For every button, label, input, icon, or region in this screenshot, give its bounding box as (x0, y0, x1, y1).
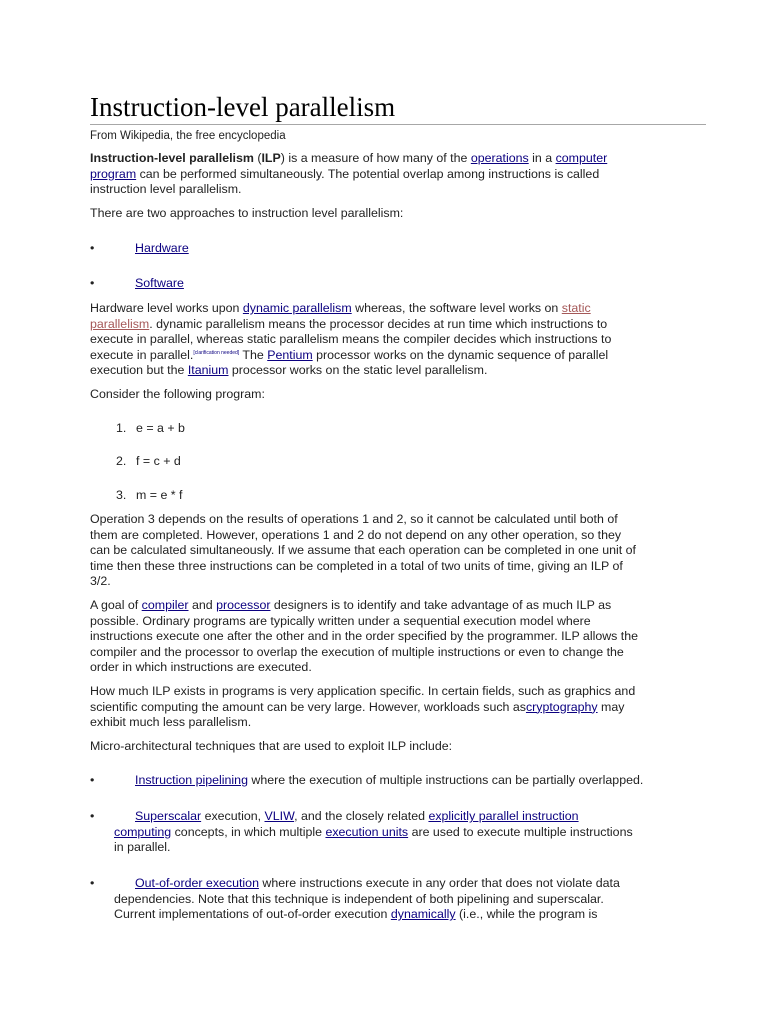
paragraph-line: can be calculated simultaneously. If we assume that each operation can be completed in one unit of (90, 543, 636, 558)
link-epic[interactable]: explicitly parallel instruction (428, 809, 579, 823)
link-execution-units[interactable]: execution units (325, 824, 409, 839)
link-pentium[interactable]: Pentium (267, 347, 313, 362)
link-out-of-order-execution[interactable]: Out-of-order execution (135, 876, 259, 890)
micro-text: Micro-architectural techniques that are used to exploit ILP include: (90, 739, 453, 753)
consider-text: Consider the following program: (90, 387, 265, 401)
tech-text: dependencies. Note that this technique is independent of both pipelining and superscalar. (114, 891, 604, 906)
tech-text: where the execution of multiple instructions can be partially overlapped. (247, 773, 644, 787)
paragraph-line: compiler and the processor to overlap the execution of multiple instructions or even to change the (90, 644, 624, 659)
intro-term: Instruction-level parallelism (90, 151, 254, 165)
clarification-needed-note[interactable]: [clarification needed] (193, 349, 240, 356)
link-dynamically[interactable]: dynamically (390, 907, 456, 922)
line-number: 3. (116, 488, 127, 502)
link-software[interactable]: Software (135, 276, 184, 290)
tech-text: where instructions execute in any order that does not violate data (258, 876, 620, 890)
bullet: • (90, 276, 95, 290)
goal-text: designers is to identify and take advantage of as much ILP as (270, 598, 612, 612)
paragraph-line: possible. Ordinary programs are typically written under a sequential execution model where (90, 613, 591, 628)
hw-text: The (239, 347, 268, 362)
paragraph-line: Operation 3 depends on the results of operations 1 and 2, so it cannot be calculated until both of (90, 512, 618, 526)
hw-text: Hardware level works upon (90, 301, 243, 315)
intro-text: instruction level parallelism. (90, 182, 242, 197)
link-computer-program[interactable]: computer (555, 151, 608, 165)
link-cryptography[interactable]: cryptography (525, 699, 598, 714)
code-text: e = a + b (136, 421, 185, 435)
paragraph-line: time then these three instructions can be completed in a total of two units of time, giving an ILP of (90, 558, 623, 573)
hw-text: execution but the (90, 363, 188, 378)
tech-text: in parallel. (114, 840, 171, 855)
paragraph-line: exhibit much less parallelism. (90, 715, 252, 730)
tech-text: , and the closely related (294, 809, 429, 823)
paragraph-line: instructions execute one after the other and in the order specified by the programmer. ILP allows the (90, 629, 639, 644)
intro-abbr: ILP (261, 151, 281, 165)
link-vliw[interactable]: VLIW (264, 809, 295, 823)
tech-text: execution, (201, 809, 265, 823)
list-item-text (114, 876, 680, 923)
article-subtitle: From Wikipedia, the free encyclopedia (90, 130, 286, 142)
hw-text: . dynamic parallelism means the processor decides at run time which instructions to (149, 316, 608, 331)
list-item-text (135, 773, 695, 789)
link-compiler[interactable]: compiler (141, 598, 189, 612)
link-dynamic-parallelism[interactable]: dynamic parallelism (242, 301, 352, 315)
paragraph-line: order in which instructions are executed. (90, 660, 312, 675)
link-processor[interactable]: processor (216, 598, 271, 612)
link-static-parallelism[interactable]: parallelism (90, 316, 150, 331)
link-epic[interactable]: computing (114, 824, 172, 839)
tech-text: are used to execute multiple instructions (408, 824, 633, 839)
bullet: • (90, 773, 95, 787)
paragraph-line: 3/2. (90, 574, 111, 589)
link-instruction-pipelining[interactable]: Instruction pipelining (135, 773, 248, 787)
howmuch-paragraph (90, 684, 680, 731)
operation-paragraph (90, 512, 680, 590)
tech-text: Current implementations of out-of-order execution (114, 907, 391, 922)
tech-text: (i.e., while the program is (455, 907, 598, 922)
hw-text: processor works on the static level parallelism. (228, 363, 488, 378)
link-itanium[interactable]: Itanium (187, 363, 229, 378)
hardware-paragraph (90, 301, 680, 379)
link-computer-program[interactable]: program (90, 166, 137, 181)
bullet: • (90, 876, 95, 890)
intro-text: can be performed simultaneously. The potential overlap among instructions is called (136, 166, 600, 181)
page-title: Instruction-level parallelism (90, 90, 706, 125)
bullet: • (90, 809, 95, 823)
line-number: 2. (116, 454, 127, 468)
hw-text: processor works on the dynamic sequence of parallel (312, 347, 609, 362)
approaches-text: There are two approaches to instruction level parallelism: (90, 206, 404, 220)
hw-text: execute in parallel. (90, 347, 194, 362)
link-static-parallelism[interactable]: static (561, 301, 591, 315)
tech-text: concepts, in which multiple (171, 824, 326, 839)
paragraph-line: How much ILP exists in programs is very application specific. In certain fields, such as graphics and (90, 684, 636, 698)
bullet: • (90, 241, 95, 255)
line-number: 1. (116, 421, 127, 435)
link-superscalar[interactable]: Superscalar (135, 809, 202, 823)
paragraph-line: scientific computing the amount can be very large. However, workloads such as (90, 699, 526, 714)
link-hardware[interactable]: Hardware (135, 241, 189, 255)
code-text: f = c + d (136, 454, 181, 468)
hw-text: execute in parallel, whereas static parallelism means the compiler decides which instructions to (90, 332, 612, 347)
goal-paragraph (90, 598, 680, 676)
hw-text: whereas, the software level works on (351, 301, 562, 315)
goal-text: A goal of (90, 598, 142, 612)
list-item-text (114, 809, 680, 856)
intro-text: ) is a measure of how many of the (280, 151, 471, 165)
paragraph-line: them are completed. However, operations 1 and 2 do not depend on any other operation, so they (90, 527, 622, 542)
code-text: m = e * f (136, 488, 183, 502)
goal-text: and (188, 598, 217, 612)
intro-paragraph (90, 151, 680, 198)
intro-text: in a (528, 151, 556, 165)
link-operations[interactable]: operations (470, 151, 529, 165)
paragraph-line: may (597, 699, 625, 714)
intro-text: ( (253, 151, 262, 165)
